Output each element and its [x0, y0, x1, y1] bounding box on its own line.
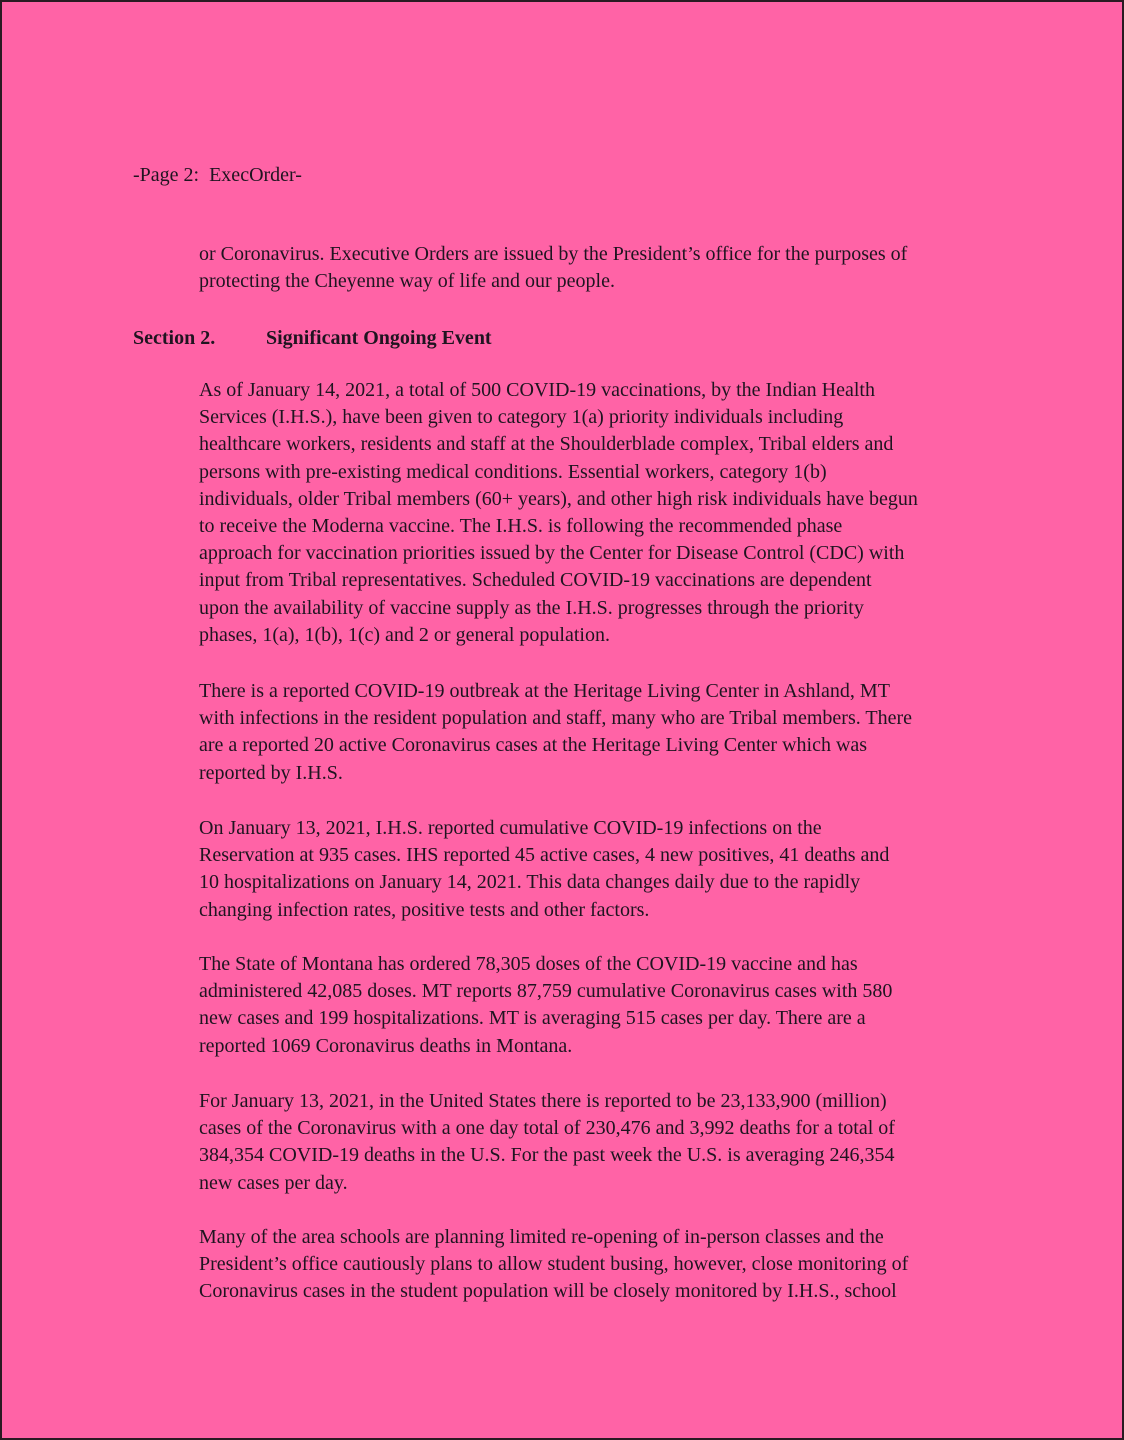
section-number: Section 2.	[133, 327, 216, 349]
text-line: Coronavirus cases in the student population will be closely monitored by I.H.S., school	[199, 1280, 897, 1303]
text-line: There is a reported COVID-19 outbreak at the Heritage Living Center in Ashland, MT	[199, 680, 890, 702]
text-line: As of January 14, 2021, a total of 500 COVID-19 vaccinations, by the Indian Health	[199, 379, 875, 401]
text-line: Many of the area schools are planning limited re-opening of in-person classes and the	[199, 1226, 884, 1248]
text-line: administered 42,085 doses. MT reports 87,759 cumulative Coronavirus cases with 580	[199, 980, 893, 1003]
text-line: On January 13, 2021, I.H.S. reported cumulative COVID-19 infections on the	[199, 817, 822, 839]
text-line: upon the availability of vaccine supply as the I.H.S. progresses through the priority	[199, 596, 864, 619]
intro-paragraph	[199, 241, 999, 295]
paragraph-reservation-cases	[199, 815, 999, 924]
paragraph-outbreak	[199, 678, 999, 787]
paragraph-schools	[199, 1224, 999, 1306]
text-line: are a reported 20 active Coronavirus cases at the Heritage Living Center which was	[199, 734, 868, 757]
text-line: phases, 1(a), 1(b), 1(c) and 2 or general population.	[199, 623, 610, 646]
text-line: The State of Montana has ordered 78,305 doses of the COVID-19 vaccine and has	[199, 953, 858, 975]
text-line: to receive the Moderna vaccine. The I.H.S. is following the recommended phase	[199, 515, 843, 538]
text-line: changing infection rates, positive tests and other factors.	[199, 898, 650, 921]
text-line: with infections in the resident population and staff, many who are Tribal members. There	[199, 707, 912, 730]
section-title: Significant Ongoing Event	[266, 327, 492, 349]
paragraph-united-states	[199, 1088, 999, 1197]
text-line: input from Tribal representatives. Scheduled COVID-19 vaccinations are dependent	[199, 569, 872, 592]
text-line: reported 1069 Coronavirus deaths in Montana.	[199, 1034, 573, 1057]
paragraph-vaccinations	[199, 377, 999, 649]
section-heading	[133, 325, 492, 352]
text-line: protecting the Cheyenne way of life and our people.	[199, 270, 615, 293]
text-line: cases of the Coronavirus with a one day total of 230,476 and 3,992 deaths for a total of	[199, 1117, 895, 1140]
text-line: President’s office cautiously plans to allow student busing, however, close monitoring of	[199, 1253, 909, 1276]
text-line: new cases per day.	[199, 1171, 348, 1194]
text-line: reported by I.H.S.	[199, 761, 343, 784]
text-line: new cases and 199 hospitalizations. MT is averaging 515 cases per day. There are a	[199, 1007, 866, 1030]
text-line: or Coronavirus. Executive Orders are issued by the President’s office for the purposes of	[199, 243, 908, 265]
page-header: -Page 2: ExecOrder-	[133, 164, 302, 186]
paragraph-montana	[199, 951, 999, 1060]
text-line: Services (I.H.S.), have been given to category 1(a) priority individuals including	[199, 406, 844, 429]
text-line: approach for vaccination priorities issued by the Center for Disease Control (CDC) with	[199, 542, 905, 565]
text-line: persons with pre-existing medical conditions. Essential workers, category 1(b)	[199, 460, 827, 483]
text-line: healthcare workers, residents and staff at the Shoulderblade complex, Tribal elders and	[199, 433, 894, 456]
text-line: 384,354 COVID-19 deaths in the U.S. For the past week the U.S. is averaging 246,354	[199, 1144, 895, 1167]
text-line: Reservation at 935 cases. IHS reported 45 active cases, 4 new positives, 41 deaths and	[199, 844, 890, 867]
text-line: For January 13, 2021, in the United States there is reported to be 23,133,900 (million)	[199, 1090, 887, 1112]
text-line: individuals, older Tribal members (60+ years), and other high risk individuals have begun	[199, 487, 918, 510]
text-line: 10 hospitalizations on January 14, 2021. This data changes daily due to the rapidly	[199, 871, 861, 894]
